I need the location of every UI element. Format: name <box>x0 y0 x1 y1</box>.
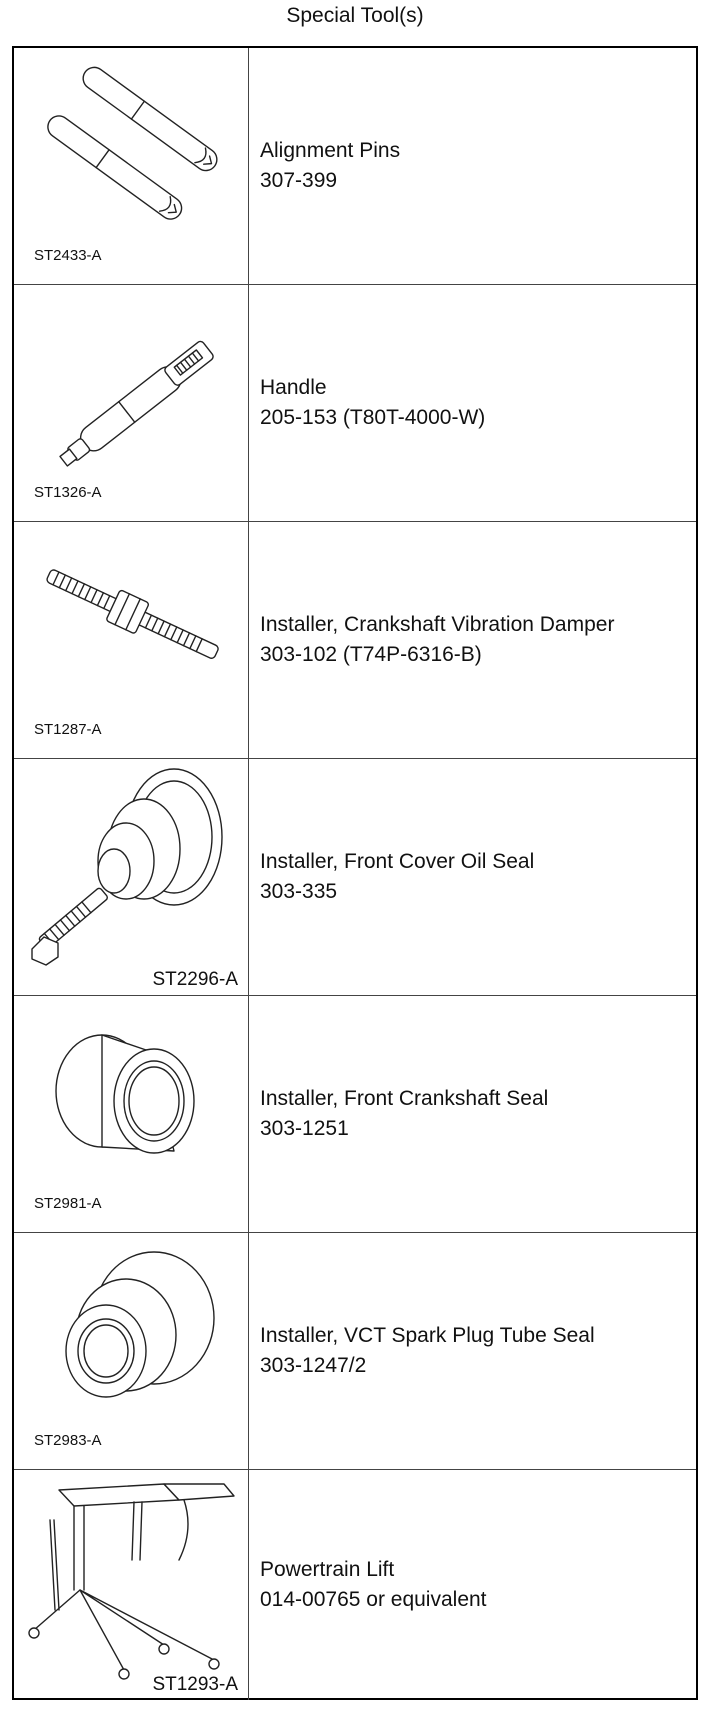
tool-row <box>14 1233 696 1470</box>
tool-name: Installer, VCT Spark Plug Tube Seal <box>260 1324 595 1347</box>
tool-code: ST1287-A <box>34 721 102 738</box>
tool-description <box>260 48 400 284</box>
tool-number: 307-399 <box>260 169 338 192</box>
tool-number: 303-102 (T74P-6316-B) <box>260 643 482 666</box>
tool-code: ST2433-A <box>34 247 102 264</box>
tool-row <box>14 285 696 522</box>
tool-image-cell <box>14 285 249 521</box>
page-title: Special Tool(s) <box>286 4 424 27</box>
tool-number: 303-1247/2 <box>260 1354 367 1377</box>
tool-code: ST1293-A <box>152 1674 238 1695</box>
tool-name: Powertrain Lift <box>260 1558 395 1581</box>
tool-row <box>14 759 696 996</box>
tool-image-cell <box>14 996 249 1232</box>
tool-name: Alignment Pins <box>260 139 401 162</box>
tool-description <box>260 759 534 995</box>
tool-description <box>260 285 485 521</box>
tool-name: Handle <box>260 376 327 399</box>
tool-image-cell <box>14 522 249 758</box>
tool-name: Installer, Front Cover Oil Seal <box>260 850 535 873</box>
tool-number: 303-1251 <box>260 1117 349 1140</box>
tool-row <box>14 48 696 285</box>
tool-code: ST2296-A <box>152 969 238 990</box>
tool-name: Installer, Front Crankshaft Seal <box>260 1087 549 1110</box>
tool-image-cell <box>14 759 249 995</box>
tool-number: 014-00765 or equivalent <box>260 1588 487 1611</box>
tool-row <box>14 1470 696 1700</box>
tool-code: ST2983-A <box>34 1432 102 1449</box>
tool-number: 303-335 <box>260 880 338 903</box>
special-tools-table <box>12 46 698 1700</box>
tool-row <box>14 996 696 1233</box>
tool-image-cell <box>14 1233 249 1469</box>
tool-description <box>260 996 548 1232</box>
tool-code: ST2981-A <box>34 1195 102 1212</box>
tool-image-cell <box>14 48 249 284</box>
tool-description <box>260 1233 595 1469</box>
powertrain-lift-icon <box>14 1470 249 1700</box>
tool-code: ST1326-A <box>34 484 102 501</box>
tool-description <box>260 1470 487 1700</box>
tool-description <box>260 522 614 758</box>
tool-image-cell <box>14 1470 249 1700</box>
tool-name: Installer, Crankshaft Vibration Damper <box>260 613 615 636</box>
tool-number: 205-153 (T80T-4000-W) <box>260 406 486 429</box>
seal-installer-with-bolt-icon <box>14 759 249 996</box>
tool-row <box>14 522 696 759</box>
